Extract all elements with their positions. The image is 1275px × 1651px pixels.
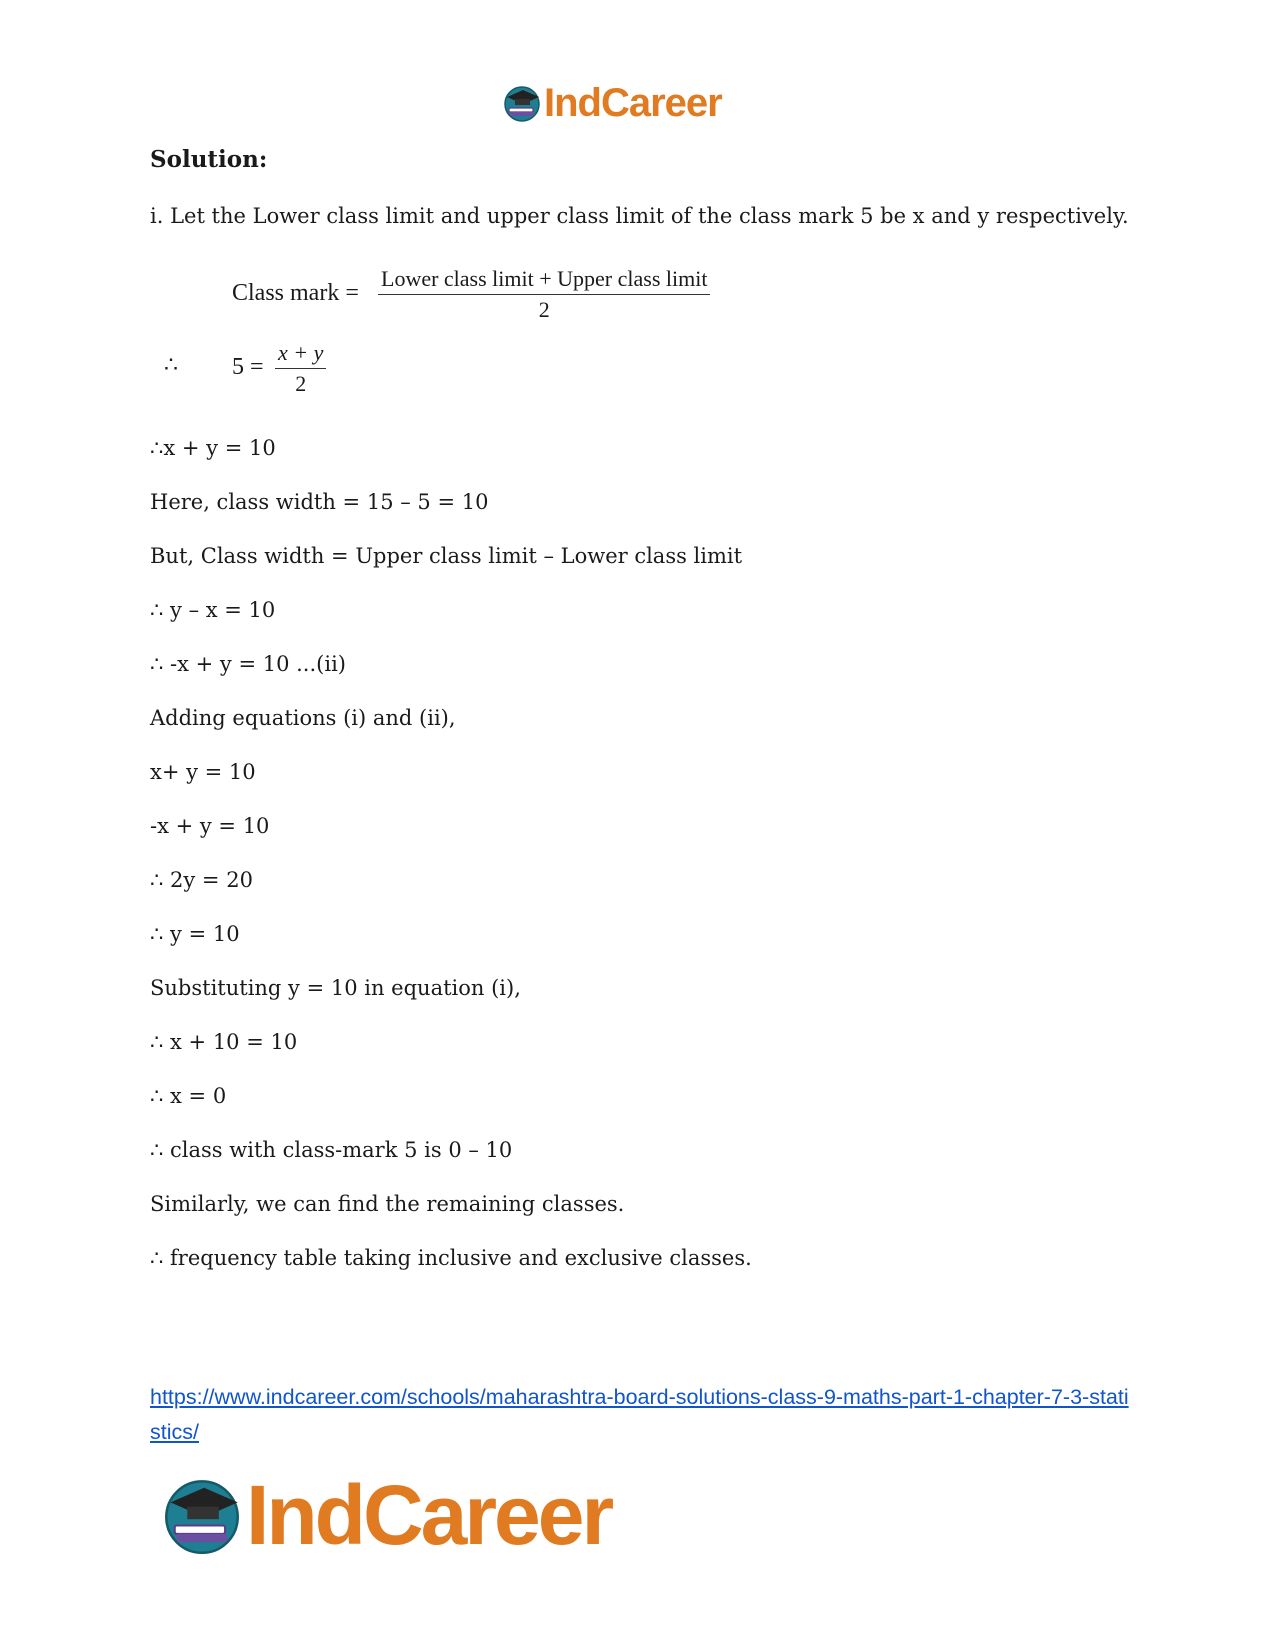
solution-line: Similarly, we can find the remaining classes. — [150, 1192, 625, 1216]
solution-heading: Solution: — [150, 146, 268, 173]
intro-text: i. Let the Lower class limit and upper class limit of the class mark 5 be x and y respectively. — [150, 204, 1129, 228]
solution-line: Substituting y = 10 in equation (i), — [150, 976, 521, 1000]
solution-line: -x + y = 10 — [150, 814, 270, 838]
solution-line: Adding equations (i) and (ii), — [150, 706, 456, 730]
brand-name: IndCareer — [246, 1467, 612, 1562]
therefore-symbol: ∴ — [164, 352, 178, 377]
solution-line: ∴x + y = 10 — [150, 436, 276, 460]
indcareer-logo-top — [502, 78, 722, 128]
fraction-2-numerator: x + y — [278, 340, 324, 365]
solution-line: ∴ x = 0 — [150, 1084, 227, 1108]
solution-line: ∴ -x + y = 10 ...(ii) — [150, 652, 346, 676]
brand-name: IndCareer — [544, 80, 722, 125]
solution-line: ∴ class with class-mark 5 is 0 – 10 — [150, 1138, 513, 1162]
solution-line: x+ y = 10 — [150, 760, 256, 784]
formula-lhs-5: 5 = — [232, 354, 264, 380]
graduation-cap-book-icon — [160, 1473, 244, 1557]
graduation-cap-book-icon — [502, 83, 542, 123]
solution-line: Here, class width = 15 – 5 = 10 — [150, 490, 489, 514]
fraction-1-denominator: 2 — [538, 297, 550, 322]
formula-fraction-2 — [275, 340, 326, 397]
solution-line: ∴ y = 10 — [150, 922, 240, 946]
solution-line: ∴ y – x = 10 — [150, 598, 276, 622]
solution-line: ∴ 2y = 20 — [150, 868, 253, 892]
class-mark-formula — [150, 260, 720, 400]
solution-line: But, Class width = Upper class limit – Lower class limit — [150, 544, 743, 568]
formula-fraction-1 — [378, 266, 710, 323]
solution-line: ∴ x + 10 = 10 — [150, 1030, 298, 1054]
formula-lhs-class-mark: Class mark = — [232, 280, 359, 306]
solution-line: ∴ frequency table taking inclusive and exclusive classes. — [150, 1246, 752, 1270]
fraction-1-numerator: Lower class limit + Upper class limit — [381, 266, 708, 291]
source-url-link[interactable]: https://www.indcareer.com/schools/maharashtra-board-solutions-class-9-maths-part-1-chapter-7-3-statistics/ — [150, 1385, 1129, 1444]
fraction-2-denominator: 2 — [295, 371, 307, 396]
indcareer-logo-bottom — [160, 1467, 612, 1562]
